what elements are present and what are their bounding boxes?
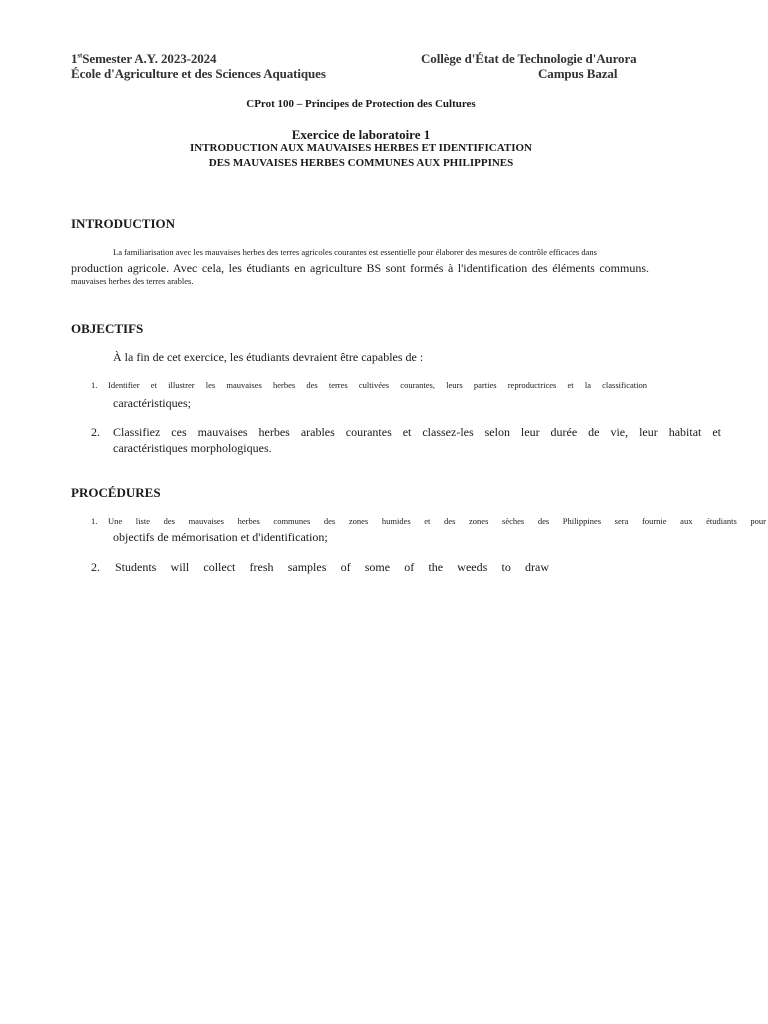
objective-2-line2: caractéristiques morphologiques. — [113, 441, 272, 455]
campus-name: Campus Bazal — [538, 66, 618, 81]
semester-label: 1stSemester A.Y. 2023-2024 — [71, 51, 217, 66]
school-name: École d'Agriculture et des Sciences Aquatiques — [71, 66, 326, 81]
objective-1-number: 1. — [91, 380, 98, 390]
course-title: CProt 100 – Principes de Protection des Cultures — [246, 98, 476, 110]
objectives-heading: OBJECTIFS — [71, 321, 144, 336]
objective-2-number: 2. — [91, 425, 100, 439]
procedure-2-line1: Students will collect fresh samples of some of the weeds to draw — [115, 560, 549, 574]
exercise-subtitle-line1: INTRODUCTION AUX MAUVAISES HERBES ET IDENTIFICATION — [190, 142, 532, 154]
procedures-heading: PROCÉDURES — [71, 485, 161, 500]
objective-1-line2: caractéristiques; — [113, 396, 191, 410]
objective-2-line1: Classifiez ces mauvaises herbes arables courantes et classez-les selon leur durée de vie, leur habitat et — [113, 425, 721, 439]
college-name: Collège d'État de Technologie d'Aurora — [421, 51, 637, 66]
introduction-line1: La familiarisation avec les mauvaises herbes des terres agricoles courantes est essentielle pour élaborer des mesures de contrôle efficaces dans — [113, 247, 597, 257]
objective-1-line1: Identifier et illustrer les mauvaises herbes des terres cultivées courantes, leurs parties reproductrices et la classification — [108, 380, 647, 390]
exercise-title: Exercice de laboratoire 1 — [291, 127, 431, 142]
procedure-1-line1: Une liste des mauvaises herbes communes des zones humides et des zones sèches des Philippines sera fournie aux étudiants pour — [108, 516, 766, 526]
procedure-1-line2: objectifs de mémorisation et d'identification; — [113, 530, 328, 544]
exercise-subtitle-line2: DES MAUVAISES HERBES COMMUNES AUX PHILIPPINES — [208, 157, 514, 169]
procedure-1-number: 1. — [91, 516, 98, 526]
procedure-2-number: 2. — [91, 560, 100, 574]
introduction-heading: INTRODUCTION — [71, 216, 176, 231]
objectives-lead: À la fin de cet exercice, les étudiants devraient être capables de : — [113, 350, 424, 364]
introduction-line2: production agricole. Avec cela, les étudiants en agriculture BS sont formés à l'identification des éléments communs. — [71, 261, 649, 275]
introduction-line3: mauvaises herbes des terres arables. — [71, 276, 194, 286]
